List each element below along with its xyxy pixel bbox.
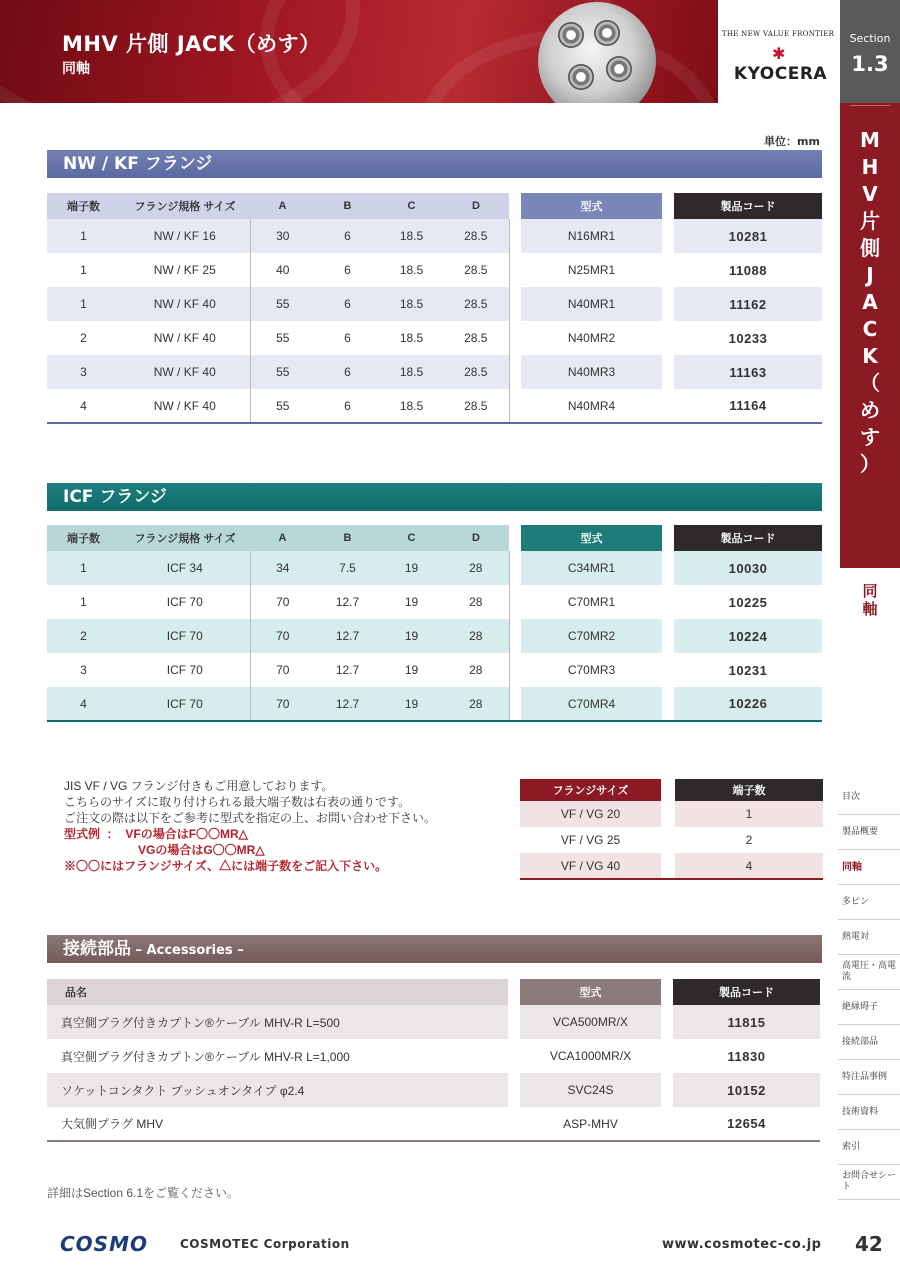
kyocera-logo	[718, 0, 838, 103]
table-cell: 40	[276, 263, 290, 277]
spacer	[509, 619, 521, 653]
col-header: B	[315, 193, 380, 219]
pin-count-cell: 4	[675, 853, 823, 879]
example-vf: VFの場合はF〇〇MR△	[125, 827, 248, 841]
item-name-cell: 真空側プラグ付きカプトン®ケーブル MHV-R L=500	[47, 1005, 508, 1039]
spacer	[661, 1107, 673, 1141]
vertical-title-char: K	[862, 344, 878, 368]
table-cell: 55	[250, 287, 315, 321]
table-cell: 28	[443, 687, 509, 721]
table-cell: 12.7	[335, 595, 360, 609]
table-row	[47, 321, 822, 355]
spacer	[662, 585, 674, 619]
sidebar-nav-item[interactable]: 索引	[838, 1130, 900, 1165]
table-cell: ICF 70	[120, 653, 250, 687]
unit-label: 単位：mm	[764, 135, 820, 148]
table-cell: 7.5	[315, 551, 380, 585]
table-cell: NW / KF 40	[120, 389, 250, 423]
pin-count-cell: 1	[675, 801, 823, 827]
col-header: フランジサイズ	[520, 779, 661, 801]
logo-tagline: THE NEW VALUE FRONTIER	[721, 30, 835, 38]
page-header	[0, 0, 838, 103]
cosmo-logo: COSMO	[60, 1232, 148, 1256]
model-cell: N40MR3	[521, 355, 662, 389]
table-cell: 2	[80, 331, 87, 345]
spacer	[508, 1107, 520, 1141]
table-row	[47, 1107, 820, 1141]
accessories-table	[47, 979, 820, 1142]
section-title-accessories: 接続部品 – Accessories –	[47, 935, 822, 963]
col-header: 端子数	[47, 193, 120, 219]
spacer	[662, 321, 674, 355]
table-cell: 55	[276, 331, 290, 345]
spacer	[661, 801, 675, 827]
section-number: 1.3	[851, 52, 889, 76]
model-cell: C70MR4	[521, 687, 662, 721]
col-header: D	[443, 193, 509, 219]
col-header: 端子数	[47, 525, 120, 551]
sidebar-category	[840, 582, 900, 618]
spacer	[661, 1005, 673, 1039]
table-row	[47, 619, 822, 653]
spacer	[662, 389, 674, 423]
divider	[850, 105, 890, 106]
vertical-title-char: V	[862, 182, 878, 206]
product-code-cell: 11088	[729, 262, 767, 278]
table-cell: NW / KF 40	[120, 355, 250, 389]
table-row	[520, 801, 823, 827]
vertical-title-char: C	[862, 317, 878, 341]
table-cell: 55	[276, 398, 290, 413]
model-cell: N40MR2	[567, 331, 616, 345]
pin-count-cell: 2	[745, 833, 753, 847]
item-name-cell: ソケットコンタクト プッシュオンタイプ φ2.4	[47, 1073, 508, 1107]
spacer	[509, 355, 521, 389]
spacer	[661, 1039, 673, 1073]
note-line: こちらのサイズに取り付けられる最大端子数は右表の通りです。	[64, 795, 411, 809]
table-cell: 70	[276, 595, 290, 609]
product-code-cell: 10152	[673, 1073, 820, 1107]
table-cell: 28.5	[443, 287, 509, 321]
col-header: C	[380, 193, 443, 219]
model-cell: VCA500MR/X	[520, 1005, 661, 1039]
spacer	[662, 687, 674, 721]
flange-size-cell: VF / VG 25	[560, 833, 621, 847]
vertical-title-char: 側	[860, 236, 880, 260]
model-cell: N16MR1	[521, 219, 662, 253]
model-cell: ASP-MHV	[563, 1116, 618, 1131]
table-cell: 1	[80, 595, 87, 609]
table-cell: 3	[80, 663, 87, 677]
sidebar-nav-item[interactable]: 製品概要	[838, 815, 900, 850]
logo-name: KYOCERA	[733, 64, 828, 84]
table-row	[47, 687, 822, 721]
model-cell: N40MR1	[521, 287, 662, 321]
col-header: B	[315, 525, 380, 551]
table-cell: 34	[250, 551, 315, 585]
product-code-cell: 11815	[673, 1005, 820, 1039]
table-cell: 6	[315, 219, 380, 253]
product-code-cell: 11830	[727, 1048, 766, 1064]
product-code-cell: 10030	[674, 551, 822, 585]
table-row	[47, 551, 822, 585]
table-row	[520, 853, 823, 879]
sidebar-nav-item[interactable]: お問合せシート	[838, 1165, 900, 1200]
spacer	[509, 585, 521, 619]
table-cell: NW / KF 40	[120, 321, 250, 355]
table-cell: 2	[47, 619, 120, 653]
model-cell: C34MR1	[521, 551, 662, 585]
product-code-cell: 12654	[727, 1116, 766, 1131]
product-code-cell: 10225	[728, 594, 768, 610]
spacer	[662, 653, 674, 687]
flange-size-cell: VF / VG 20	[520, 801, 661, 827]
spacer	[509, 653, 521, 687]
col-header: フランジ規格 サイズ	[120, 193, 250, 219]
sidebar-nav-item[interactable]: 接続部品	[838, 1025, 900, 1060]
table-cell: 12.7	[335, 663, 360, 677]
table-row	[47, 585, 822, 619]
table-cell: 19	[404, 663, 419, 677]
table-cell: 70	[250, 619, 315, 653]
table-cell: 55	[250, 355, 315, 389]
col-header: 型式	[521, 525, 662, 551]
table-cell: 19	[380, 551, 443, 585]
table-row	[47, 355, 822, 389]
vertical-title-char: 片	[860, 209, 880, 233]
flange-size-cell: VF / VG 40	[520, 853, 661, 879]
table-cell: 70	[276, 663, 290, 677]
kyocera-mark-icon: ✱	[772, 44, 786, 63]
vertical-title-char: （	[860, 371, 880, 395]
table-cell: 28	[443, 585, 509, 619]
sidebar-nav-item[interactable]: 熱電対	[838, 920, 900, 955]
spacer	[661, 853, 675, 879]
vertical-title-char: H	[861, 155, 879, 179]
page-title: MHV 片側 JACK（めす）	[62, 32, 321, 56]
table-cell: 18.5	[380, 287, 443, 321]
table-cell: NW / KF 25	[120, 253, 250, 287]
col-header: D	[443, 525, 509, 551]
flange-product-image	[538, 2, 656, 103]
company-name: COSMOTEC Corporation	[180, 1237, 350, 1251]
note-footnote: ※〇〇にはフランジサイズ、△には端子数をご記入下さい。	[64, 859, 388, 873]
table-cell: 28.5	[443, 219, 509, 253]
model-cell: SVC24S	[520, 1073, 661, 1107]
spacer	[509, 321, 521, 355]
item-name-cell: 真空側プラグ付きカプトン®ケーブル MHV-R L=1,000	[61, 1049, 350, 1064]
table-cell: ICF 34	[120, 551, 250, 585]
table-cell: 1	[80, 263, 87, 277]
table-cell: 12.7	[315, 687, 380, 721]
sidebar-vertical-title	[840, 127, 900, 478]
table-row	[47, 389, 822, 423]
table-cell: 28	[443, 551, 509, 585]
model-cell: C70MR3	[567, 663, 616, 677]
spacer	[662, 355, 674, 389]
table-row	[47, 1005, 820, 1039]
page-number: 42	[855, 1232, 883, 1256]
table-cell: 18.5	[380, 355, 443, 389]
table-cell: 18.5	[399, 398, 424, 413]
page-subtitle: 同軸	[62, 61, 90, 77]
item-name-cell: 大気側プラグ MHV	[61, 1117, 164, 1131]
table-row	[520, 827, 823, 853]
table-cell: 19	[404, 595, 419, 609]
col-header: C	[380, 525, 443, 551]
sidebar-nav-item[interactable]: 特注品事例	[838, 1060, 900, 1095]
table-cell: 4	[80, 398, 87, 413]
col-header: 品名	[47, 979, 508, 1005]
product-code-cell: 11162	[674, 287, 822, 321]
table-cell: 6	[344, 398, 351, 413]
table-cell: 6	[315, 355, 380, 389]
spacer	[509, 253, 521, 287]
table-cell: 30	[250, 219, 315, 253]
table-cell: ICF 70	[120, 585, 250, 619]
nwkf-table	[47, 193, 822, 424]
model-cell: N25MR1	[567, 263, 616, 277]
product-code-cell: 10226	[674, 687, 822, 721]
example-label: 型式例	[64, 827, 101, 841]
table-row	[47, 1073, 820, 1107]
col-header: フランジ規格 サイズ	[120, 525, 250, 551]
table-cell: 6	[315, 287, 380, 321]
col-header: A	[250, 193, 315, 219]
table-cell: 28.5	[443, 355, 509, 389]
model-cell: VCA1000MR/X	[549, 1049, 632, 1063]
sidebar-nav-item[interactable]: 同軸	[838, 850, 900, 885]
table-cell: 19	[380, 619, 443, 653]
spacer	[509, 287, 521, 321]
col-header: 型式	[520, 979, 661, 1005]
spacer	[509, 219, 521, 253]
spacer	[509, 389, 521, 423]
section-title-nwkf: NW / KF フランジ	[47, 150, 822, 178]
table-cell: 6	[344, 331, 351, 345]
table-cell: 70	[250, 687, 315, 721]
table-cell: 18.5	[399, 263, 424, 277]
col-header: 製品コード	[673, 979, 820, 1005]
note-line: ご注文の際は以下をご参考に型式を指定の上、お問い合わせ下さい。	[64, 811, 437, 825]
sidebar-nav-item[interactable]: 技術資料	[838, 1095, 900, 1130]
col-header: 型式	[521, 193, 662, 219]
website-link[interactable]: www.cosmotec-co.jp	[662, 1237, 822, 1252]
spacer	[508, 1073, 520, 1107]
table-cell: 1	[47, 287, 120, 321]
vertical-title-char: M	[860, 128, 880, 152]
model-cell: N40MR4	[567, 398, 616, 413]
table-cell: 1	[47, 551, 120, 585]
vf-flange-table	[520, 779, 823, 880]
table-row	[47, 219, 822, 253]
icf-table	[47, 525, 822, 722]
table-cell: ICF 70	[120, 619, 250, 653]
col-header: 製品コード	[674, 193, 822, 219]
sidebar-nav-item[interactable]: 高電圧・高電流	[838, 955, 900, 990]
table-cell: 3	[47, 355, 120, 389]
spacer	[661, 827, 675, 853]
spacer	[662, 619, 674, 653]
product-code-cell: 11163	[674, 355, 822, 389]
sidebar-nav-item[interactable]: 多ピン	[838, 885, 900, 920]
table-cell: NW / KF 40	[120, 287, 250, 321]
table-cell: 18.5	[380, 219, 443, 253]
col-header: 製品コード	[674, 525, 822, 551]
spacer	[662, 287, 674, 321]
jis-note: JIS VF / VG フランジ付きもご用意しております。 こちらのサイズに取り付けられる最大端子数は右表の通りです。 ご注文の際は以下をご参考に型式を指定の上、お問い合わせ下さい。 型式例 ： VFの場合はF〇〇MR△ VGの場合はG〇〇MR△ ※〇〇にはフランジサイズ、△には端子数をご記入下さい。	[64, 779, 437, 873]
sidebar-nav-item[interactable]: 目次	[838, 780, 900, 815]
table-row	[47, 1039, 820, 1073]
product-code-cell: 10231	[728, 662, 768, 678]
category-char: 同	[862, 582, 878, 600]
table-row	[47, 253, 822, 287]
section-label: Section	[849, 32, 891, 45]
vertical-title-char: A	[862, 290, 878, 314]
col-header: A	[250, 525, 315, 551]
spacer	[508, 1039, 520, 1073]
example-vg: VGの場合はG〇〇MR△	[138, 843, 265, 857]
table-cell: 28.5	[443, 253, 509, 287]
spacer	[508, 1005, 520, 1039]
table-cell: 28.5	[443, 321, 509, 355]
table-cell: 12.7	[315, 619, 380, 653]
spacer	[662, 551, 674, 585]
spacer	[509, 687, 521, 721]
category-char: 軸	[862, 600, 878, 618]
table-cell: 28	[443, 619, 509, 653]
sidebar-nav-item[interactable]: 絶縁碍子	[838, 990, 900, 1025]
spacer	[662, 219, 674, 253]
section-box	[840, 0, 900, 103]
spacer	[509, 551, 521, 585]
vertical-title-char: ）	[860, 452, 880, 476]
vertical-title-char: す	[860, 425, 880, 449]
sidebar-title-band	[840, 103, 900, 568]
detail-note: 詳細はSection 6.1をご覧ください。	[47, 1186, 240, 1200]
section-title-icf: ICF フランジ	[47, 483, 822, 511]
vertical-title-char: め	[860, 398, 880, 422]
table-cell: 28.5	[443, 389, 509, 423]
table-cell: 4	[47, 687, 120, 721]
product-code-cell: 10281	[674, 219, 822, 253]
table-cell: 18.5	[399, 331, 424, 345]
sidebar-nav	[838, 780, 900, 1200]
table-cell: ICF 70	[120, 687, 250, 721]
product-code-cell: 11164	[729, 398, 767, 413]
spacer	[661, 1073, 673, 1107]
product-code-cell: 10224	[674, 619, 822, 653]
table-row	[47, 287, 822, 321]
model-cell: C70MR2	[521, 619, 662, 653]
vertical-title-char: J	[866, 263, 874, 287]
table-cell: 6	[344, 263, 351, 277]
table-cell: 1	[47, 219, 120, 253]
col-header: 端子数	[675, 779, 823, 801]
note-line: JIS VF / VG フランジ付きもご用意しております。	[64, 779, 334, 793]
table-cell: 28	[443, 653, 509, 687]
table-row	[47, 653, 822, 687]
table-cell: NW / KF 16	[120, 219, 250, 253]
model-cell: C70MR1	[567, 595, 616, 609]
product-code-cell: 10233	[728, 330, 768, 346]
table-cell: 19	[380, 687, 443, 721]
spacer	[662, 253, 674, 287]
